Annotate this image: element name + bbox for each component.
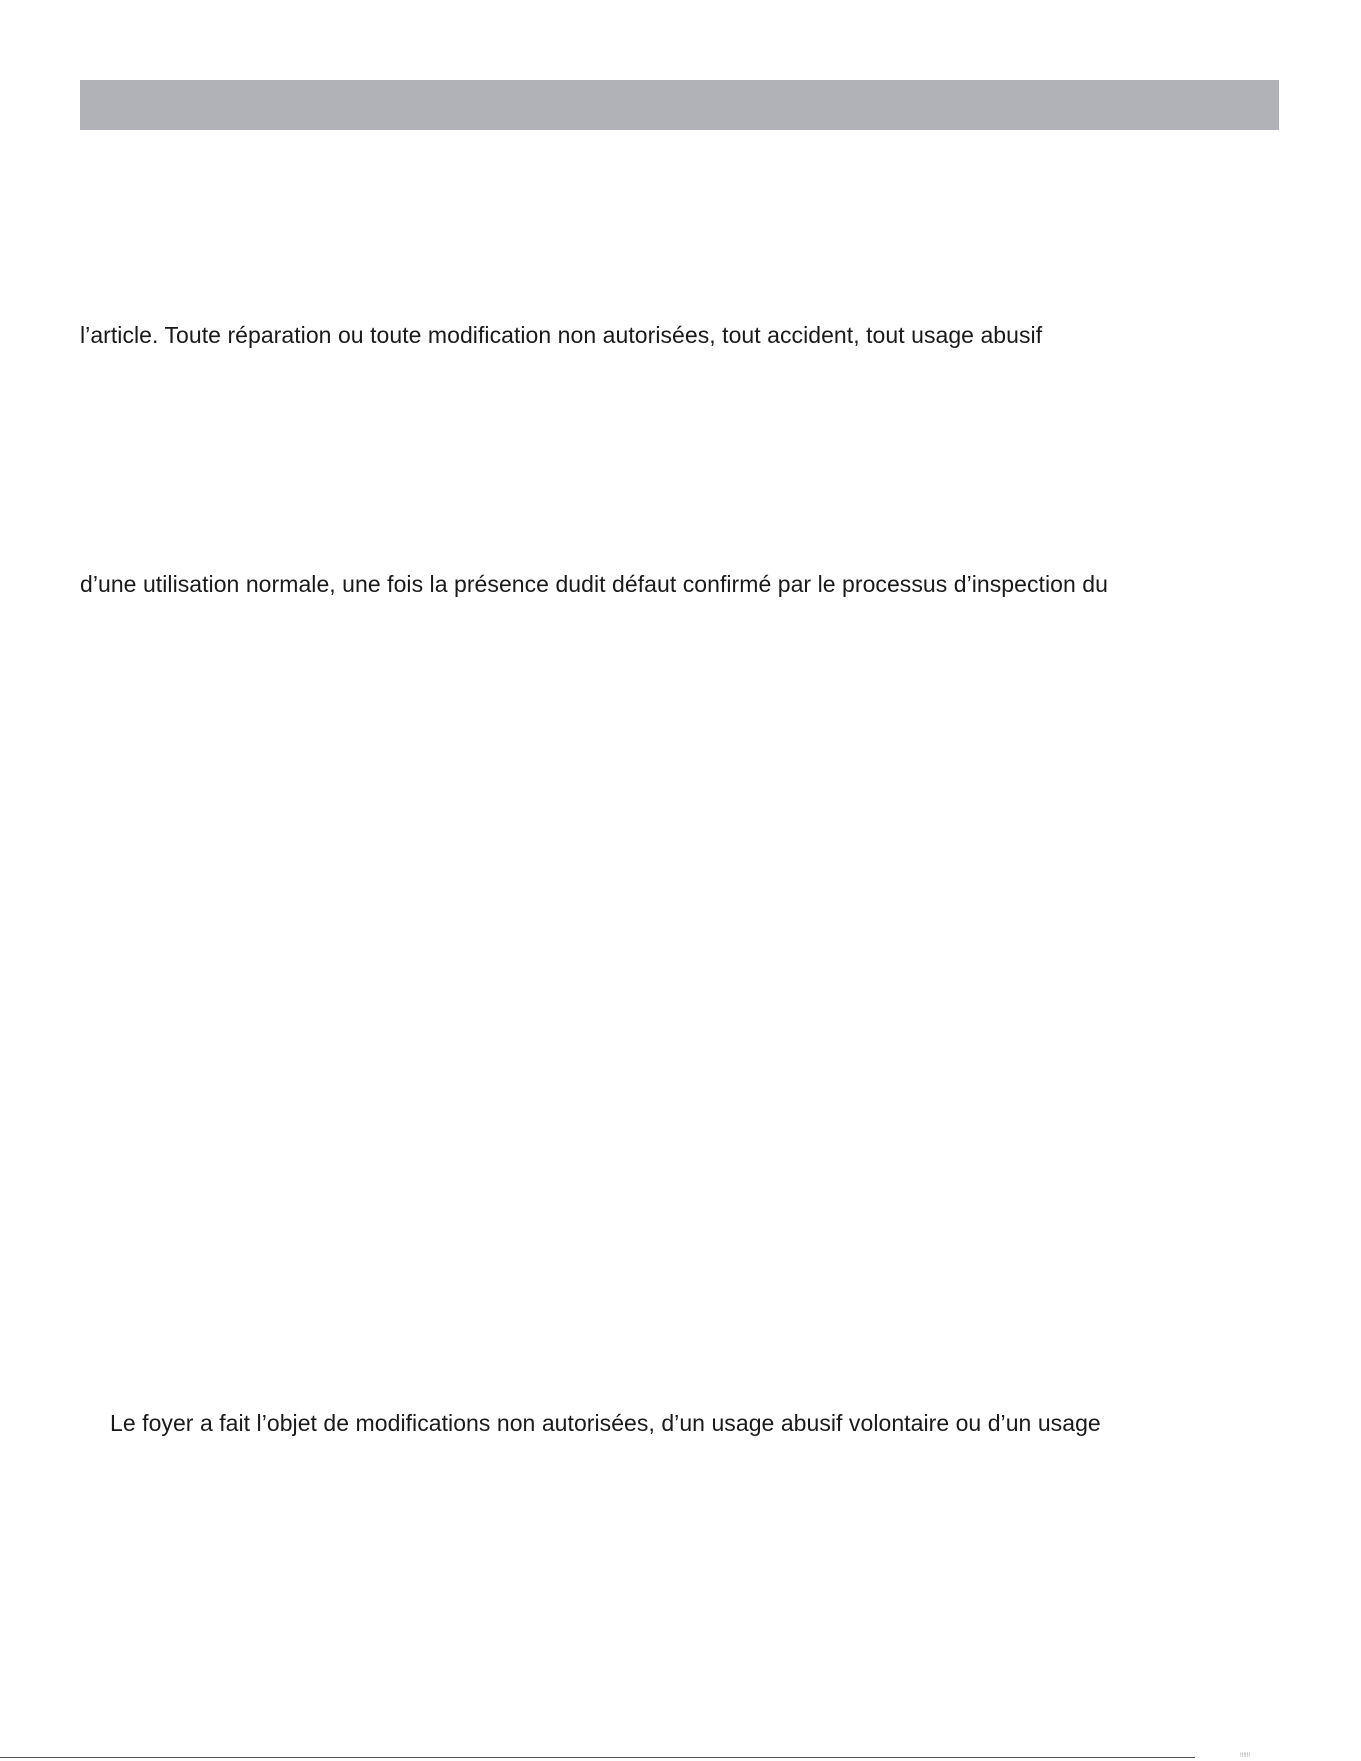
footer-rule <box>0 1757 1195 1758</box>
footer-mark: !!!!!! <box>1240 1753 1251 1759</box>
body-text-line: Le foyer a fait l’objet de modifications non autorisées, d’un usage abusif volontaire ou d’un usage <box>110 1410 1101 1436</box>
body-text-line: l’article. Toute réparation ou toute modification non autorisées, tout accident, tout usage abusif <box>80 322 1043 348</box>
header-bar <box>80 80 1279 130</box>
body-text-line: d’une utilisation normale, une fois la présence dudit défaut confirmé par le processus d’inspection du <box>80 571 1108 597</box>
